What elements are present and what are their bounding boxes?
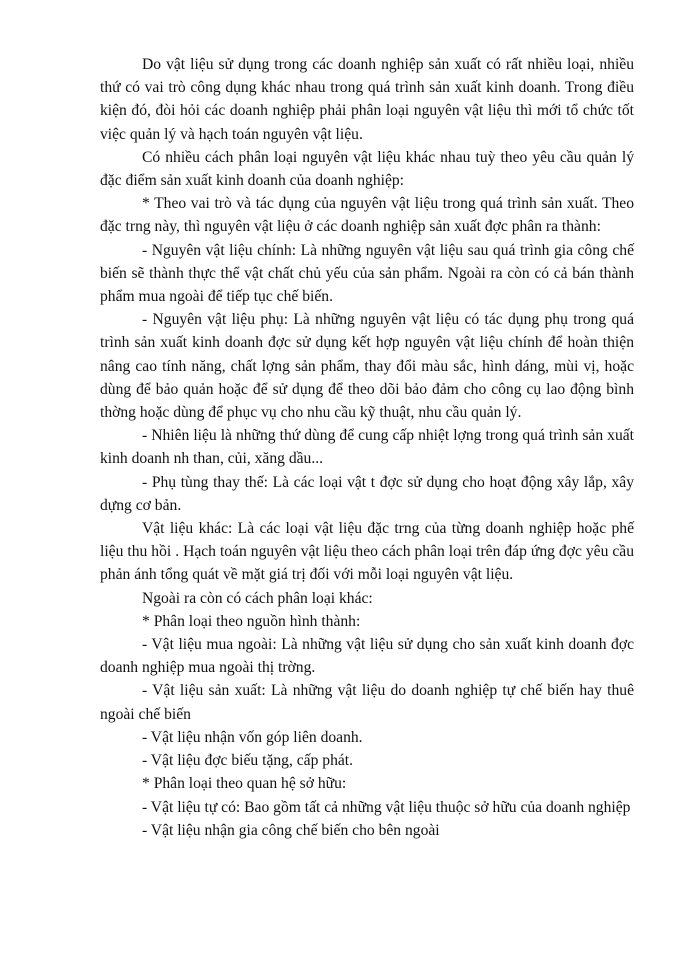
paragraph-self-owned: - Vật liệu tự có: Bao gồm tất cả những vật liệu thuộc sở hữu của doanh nghiệp (142, 798, 631, 816)
paragraph-purchased: - Vật liệu mua ngoài: Là những vật liệu sử dụng cho sản xuất kinh doanh đợc doanh nghiệp mua ngoài thị trờng. (100, 636, 634, 677)
paragraph-joint-venture: - Vật liệu nhận vốn góp liên doanh. (142, 728, 363, 746)
paragraph-by-ownership-heading: * Phân loại theo quan hệ sở hữu: (142, 775, 347, 793)
paragraph-other-methods: Ngoài ra còn có cách phân loại khác: (142, 589, 373, 607)
document-body (100, 53, 634, 842)
paragraph-auxiliary-materials: - Nguyên vật liệu phụ: Là những nguyên vật liệu có tác dụng phụ trong quá trình sản xuất kinh doanh đợc sử dụng kết hợp nguyên vật liệu chính để hoàn thiện nâng cao tính năng, chất lợng sản phẩm, thay đổi màu sắc, hình dáng, mùi vị, hoặc dùng để bảo quản hoặc để sử dụng để theo dõi bảo đảm cho công cụ lao động bình thờng hoặc dùng để phục vụ cho nhu cầu kỹ thuật, nhu cầu quản lý. (100, 311, 634, 422)
paragraph-donated: - Vật liệu đợc biếu tặng, cấp phát. (142, 752, 354, 770)
paragraph-intro: Do vật liệu sử dụng trong các doanh nghiệp sản xuất có rất nhiều loại, nhiều thứ có vai trò công dụng khác nhau trong quá trình sản xuất kinh doanh. Trong điều kiện đó, đòi hỏi các doanh nghiệp phải phân loại nguyên vật liệu thì mới tổ chức tốt việc quản lý và hạch toán nguyên vật liệu. (100, 56, 634, 143)
paragraph-other-materials: Vật liệu khác: Là các loại vật liệu đặc trng của từng doanh nghiệp hoặc phế liệu thu hồi . Hạch toán nguyên vật liệu theo cách phân loại trên đáp ứng đợc yêu cầu phản ánh tổng quát về mặt giá trị đối với mỗi loại nguyên vật liệu. (100, 520, 634, 584)
paragraph-outsourced-processing: - Vật liệu nhận gia công chế biến cho bên ngoài (142, 821, 440, 839)
paragraph-by-role: * Theo vai trò và tác dụng của nguyên vật liệu trong quá trình sản xuất. Theo đặc trng này, thì nguyên vật liệu ở các doanh nghiệp sản xuất đợc phân ra thành: (100, 195, 634, 236)
paragraph-self-produced: - Vật liệu sản xuất: Là những vật liệu do doanh nghiệp tự chế biến hay thuê ngoài chế biến (100, 682, 634, 723)
paragraph-by-source-heading: * Phân loại theo nguồn hình thành: (142, 612, 361, 630)
paragraph-spare-parts: - Phụ tùng thay thế: Là các loại vật t đợc sử dụng cho hoạt động xây lắp, xây dựng cơ bản. (100, 473, 634, 514)
paragraph-fuel: - Nhiên liệu là những thứ dùng để cung cấp nhiệt lợng trong quá trình sản xuất kinh doanh nh than, củi, xăng dầu... (100, 427, 634, 468)
paragraph-classification-methods: Có nhiều cách phân loại nguyên vật liệu khác nhau tuỳ theo yêu cầu quản lý đặc điểm sản xuất kinh doanh của doanh nghiệp: (100, 148, 634, 190)
paragraph-main-materials: - Nguyên vật liệu chính: Là những nguyên vật liệu sau quá trình gia công chế biến sẽ thành thực thể vật chất chủ yếu của sản phẩm. Ngoài ra còn có cả bán thành phẩm mua ngoài để tiếp tục chế biến. (100, 241, 634, 306)
